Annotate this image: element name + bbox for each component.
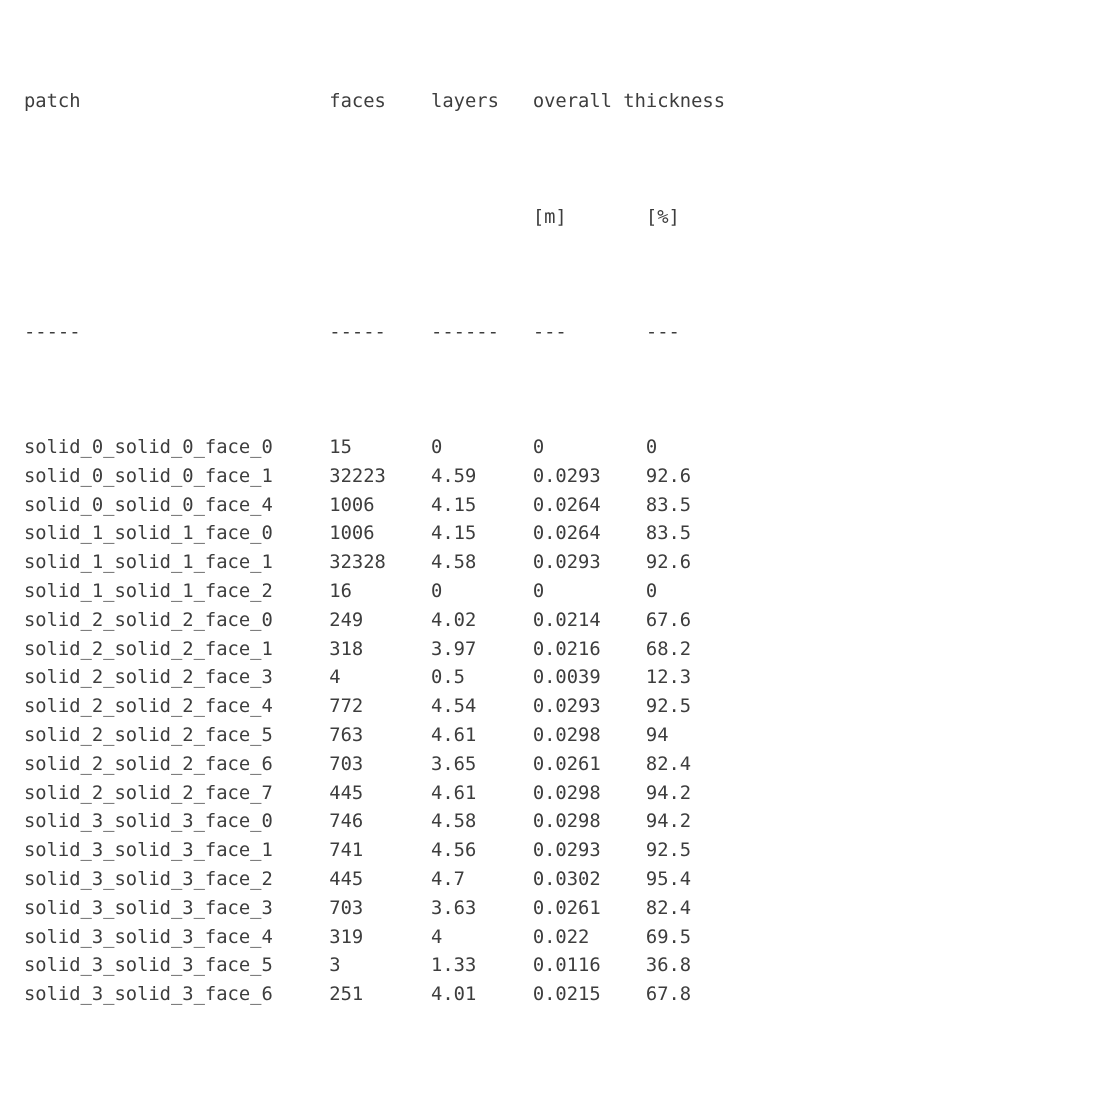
cell-faces: 703 [329, 753, 364, 775]
cell-overall-thickness-m: 0.0298 [532, 724, 601, 746]
cell-overall-thickness-m: 0.0298 [532, 811, 601, 833]
cell-layers: 0 [431, 436, 443, 458]
cell-patch: solid_1_solid_1_face_1 [24, 552, 273, 574]
cell-faces: 763 [329, 724, 364, 746]
cell-overall-thickness-m: 0.0298 [532, 782, 601, 804]
cell-overall-thickness-m: 0.0293 [532, 696, 601, 718]
cell-overall-thickness-m: 0.0261 [532, 897, 601, 919]
cell-layers: 4.7 [431, 868, 465, 890]
cell-faces: 16 [329, 580, 352, 602]
cell-thickness-pct: 69.5 [645, 926, 692, 948]
cell-patch: solid_3_solid_3_face_0 [24, 811, 273, 833]
cell-overall-thickness-m: 0.0264 [532, 494, 601, 516]
cell-overall-thickness-m: 0.0302 [532, 868, 601, 890]
cell-faces: 3 [329, 955, 341, 977]
cell-layers: 4.02 [431, 609, 477, 631]
cell-overall-thickness-m: 0 [532, 580, 545, 602]
unit-thickness-pct: [%] [645, 206, 680, 228]
cell-overall-thickness-m: 0.0293 [532, 840, 601, 862]
cell-overall-thickness-m: 0.0039 [532, 667, 601, 689]
cell-thickness-pct: 12.3 [645, 667, 692, 689]
cell-patch: solid_3_solid_3_face_1 [24, 840, 273, 862]
table-row [24, 895, 1110, 924]
cell-layers: 4.15 [431, 494, 477, 516]
cell-layers: 4.15 [431, 523, 477, 545]
cell-thickness-pct: 67.8 [645, 984, 692, 1006]
cell-thickness-pct: 0 [645, 436, 658, 458]
table-row [24, 722, 1110, 751]
table-row [24, 520, 1110, 549]
cell-patch: solid_2_solid_2_face_5 [24, 724, 273, 746]
table-row [24, 866, 1110, 895]
table-row [24, 636, 1110, 665]
table-row [24, 463, 1110, 492]
cell-thickness-pct: 82.4 [645, 753, 692, 775]
separator-faces: ----- [329, 321, 386, 343]
cell-layers: 4.59 [431, 465, 477, 487]
cell-overall-thickness-m: 0.0261 [532, 753, 601, 775]
header-overall-thickness: overall thickness [532, 91, 726, 113]
cell-faces: 1006 [329, 494, 375, 516]
separator-patch: ----- [24, 321, 81, 343]
cell-overall-thickness-m: 0.0214 [532, 609, 601, 631]
cell-patch: solid_2_solid_2_face_7 [24, 782, 273, 804]
cell-patch: solid_0_solid_0_face_4 [24, 494, 273, 516]
table-row [24, 808, 1110, 837]
cell-layers: 3.65 [431, 753, 477, 775]
cell-faces: 703 [329, 897, 364, 919]
cell-patch: solid_2_solid_2_face_1 [24, 638, 273, 660]
cell-faces: 445 [329, 782, 364, 804]
cell-faces: 4 [329, 667, 341, 689]
table-header-row [24, 88, 1110, 117]
cell-layers: 0 [431, 580, 443, 602]
cell-faces: 746 [329, 811, 364, 833]
cell-thickness-pct: 92.6 [645, 465, 692, 487]
cell-faces: 32223 [329, 465, 386, 487]
unit-overall-m: [m] [532, 206, 567, 228]
table-row [24, 693, 1110, 722]
table-row [24, 492, 1110, 521]
cell-faces: 318 [329, 638, 364, 660]
table-units-row [24, 204, 1110, 233]
cell-patch: solid_3_solid_3_face_5 [24, 955, 273, 977]
table-row [24, 751, 1110, 780]
cell-faces: 319 [329, 926, 364, 948]
cell-layers: 1.33 [431, 955, 477, 977]
table-row [24, 578, 1110, 607]
table-row [24, 780, 1110, 809]
cell-patch: solid_1_solid_1_face_0 [24, 523, 273, 545]
table-body [24, 434, 1110, 1010]
cell-overall-thickness-m: 0.0215 [532, 984, 601, 1006]
cell-layers: 4.58 [431, 552, 477, 574]
cell-layers: 4 [431, 926, 443, 948]
cell-overall-thickness-m: 0.022 [532, 926, 590, 948]
cell-overall-thickness-m: 0 [532, 436, 545, 458]
table-row [24, 837, 1110, 866]
cell-thickness-pct: 0 [645, 580, 658, 602]
cell-patch: solid_3_solid_3_face_2 [24, 868, 273, 890]
cell-layers: 3.63 [431, 897, 477, 919]
cell-patch: solid_3_solid_3_face_6 [24, 984, 273, 1006]
cell-thickness-pct: 83.5 [645, 494, 692, 516]
separator-layers: ------ [431, 321, 499, 343]
cell-faces: 1006 [329, 523, 375, 545]
cell-faces: 251 [329, 984, 364, 1006]
cell-overall-thickness-m: 0.0293 [532, 465, 601, 487]
cell-thickness-pct: 95.4 [645, 868, 692, 890]
cell-faces: 741 [329, 840, 364, 862]
cell-overall-thickness-m: 0.0216 [532, 638, 601, 660]
cell-patch: solid_1_solid_1_face_2 [24, 580, 273, 602]
cell-thickness-pct: 82.4 [645, 897, 692, 919]
header-layers: layers [431, 91, 499, 113]
cell-layers: 4.54 [431, 696, 477, 718]
cell-patch: solid_0_solid_0_face_0 [24, 436, 273, 458]
cell-thickness-pct: 68.2 [645, 638, 692, 660]
table-row [24, 952, 1110, 981]
separator-thickness: --- [645, 321, 680, 343]
table-row [24, 924, 1110, 953]
cell-overall-thickness-m: 0.0293 [532, 552, 601, 574]
cell-layers: 4.01 [431, 984, 477, 1006]
cell-faces: 15 [329, 436, 352, 458]
cell-patch: solid_0_solid_0_face_1 [24, 465, 273, 487]
cell-faces: 772 [329, 696, 364, 718]
cell-patch: solid_2_solid_2_face_4 [24, 696, 273, 718]
table-separator-row [24, 319, 1110, 348]
cell-patch: solid_3_solid_3_face_3 [24, 897, 273, 919]
header-faces: faces [329, 91, 386, 113]
cell-thickness-pct: 92.6 [645, 552, 692, 574]
cell-faces: 32328 [329, 552, 386, 574]
header-patch: patch [24, 91, 81, 113]
cell-thickness-pct: 92.5 [645, 696, 692, 718]
cell-layers: 4.61 [431, 782, 477, 804]
cell-overall-thickness-m: 0.0116 [532, 955, 601, 977]
table-row [24, 549, 1110, 578]
table-row [24, 434, 1110, 463]
cell-thickness-pct: 92.5 [645, 840, 692, 862]
cell-patch: solid_3_solid_3_face_4 [24, 926, 273, 948]
table-row [24, 607, 1110, 636]
cell-thickness-pct: 94.2 [645, 782, 692, 804]
table-row [24, 664, 1110, 693]
cell-thickness-pct: 67.6 [645, 609, 692, 631]
cell-layers: 4.56 [431, 840, 477, 862]
cell-thickness-pct: 94.2 [645, 811, 692, 833]
cell-faces: 445 [329, 868, 364, 890]
cell-thickness-pct: 83.5 [645, 523, 692, 545]
cell-thickness-pct: 94 [645, 724, 669, 746]
cell-faces: 249 [329, 609, 364, 631]
cell-overall-thickness-m: 0.0264 [532, 523, 601, 545]
cell-patch: solid_2_solid_2_face_6 [24, 753, 273, 775]
cell-layers: 4.58 [431, 811, 477, 833]
cell-patch: solid_2_solid_2_face_0 [24, 609, 273, 631]
cell-patch: solid_2_solid_2_face_3 [24, 667, 273, 689]
separator-overall: --- [532, 321, 567, 343]
table-row [24, 981, 1110, 1010]
cell-thickness-pct: 36.8 [645, 955, 692, 977]
cell-layers: 3.97 [431, 638, 477, 660]
cell-layers: 0.5 [431, 667, 465, 689]
cell-layers: 4.61 [431, 724, 477, 746]
